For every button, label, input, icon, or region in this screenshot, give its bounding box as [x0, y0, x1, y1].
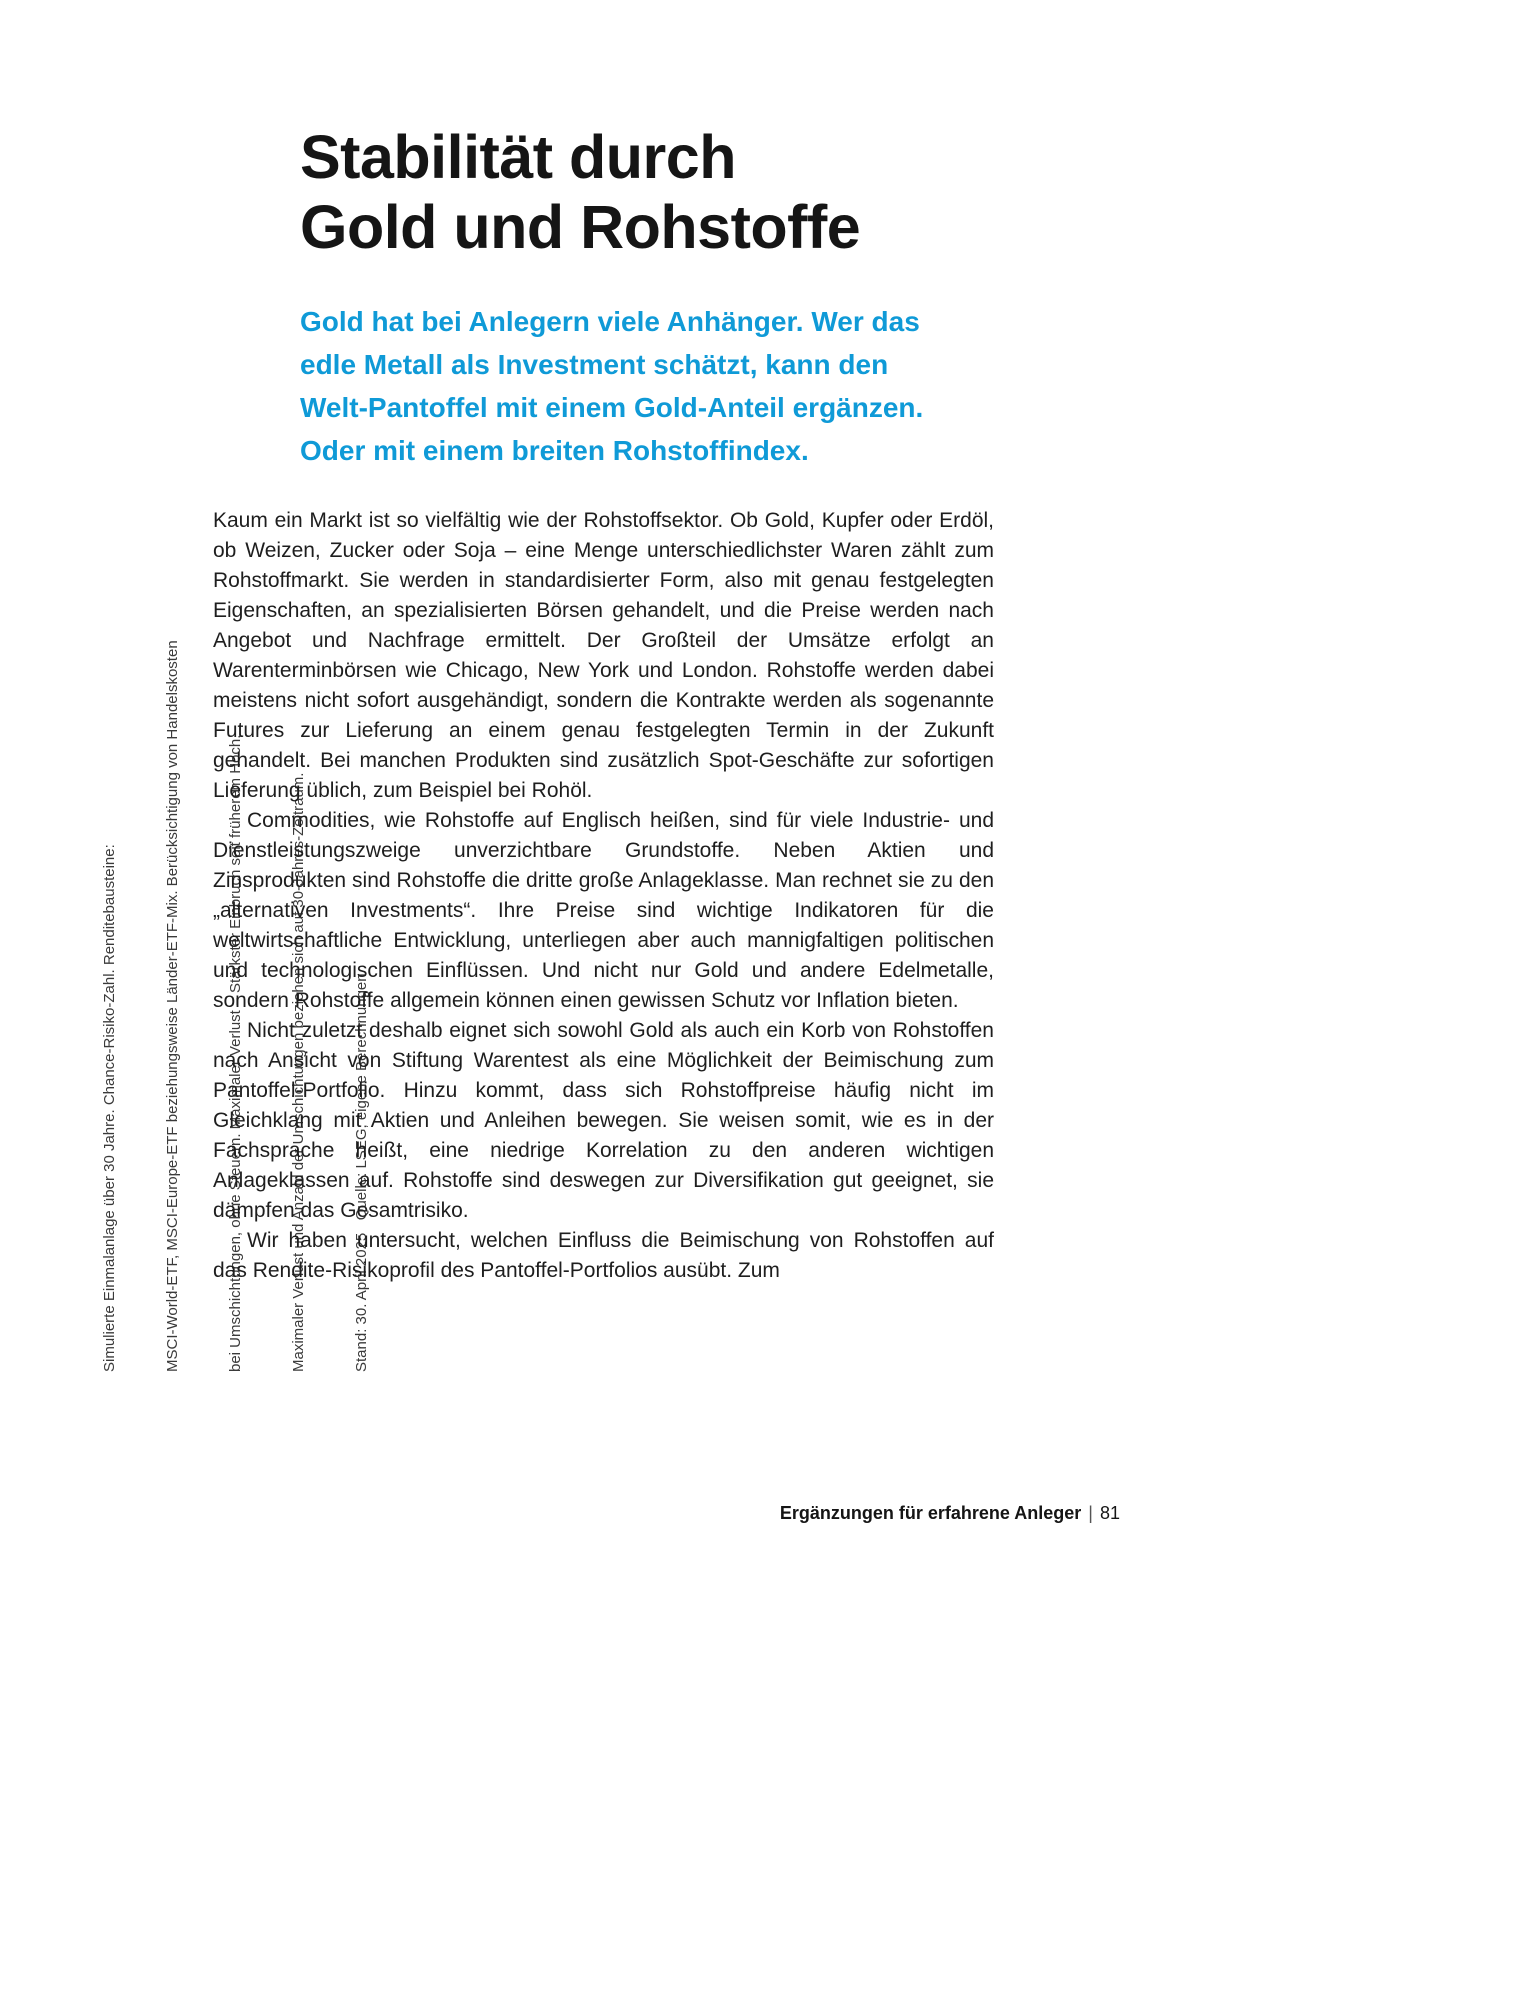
- intro-line: Oder mit einem breiten Rohstoffindex.: [300, 435, 809, 466]
- page-footer: [213, 1503, 1120, 1524]
- article-body: [213, 506, 994, 1286]
- page-title-line-1: Stabilität durch: [300, 123, 736, 191]
- source-note-line: MSCI-World-ETF, MSCI-Europe-ETF beziehungsweise Länder-ETF-Mix. Berücksichtigung von Handelskosten: [164, 640, 181, 1372]
- source-note-line: Stand: 30. April 2025 Quelle: LSEG, eigene Berechnungen: [353, 973, 370, 1372]
- intro-line: Welt-Pantoffel mit einem Gold-Anteil ergänzen.: [300, 392, 924, 423]
- intro-line: edle Metall als Investment schätzt, kann den: [300, 349, 889, 380]
- page-title: [300, 122, 860, 262]
- body-paragraph: Commodities, wie Rohstoffe auf Englisch heißen, sind für viele Industrie- und Dienstleistungszweige unverzichtbare Grundstoffe. Neben Aktien und Zinsprodukten sind Rohstoffe die dritte große Anlageklasse. Man rechnet sie zu den „alternativen Investments“. Ihre Preise sind wichtige Indikatoren für die weltwirtschaftliche Entwicklung, unterliegen aber auch mannigfaltigen politischen und technologischen Einflüssen. Und nicht nur Gold und andere Edelmetalle, sondern Rohstoffe allgemein können einen gewissen Schutz vor Inflation bieten.: [213, 809, 994, 1012]
- body-paragraph: Nicht zuletzt deshalb eignet sich sowohl Gold als auch ein Korb von Rohstoffen nach Ansicht von Stiftung Warentest als eine Möglichkeit der Beimischung zum Pantoffel-Portfolio. Hinzu kommt, dass sich Rohstoffpreise häufig nicht im Gleichklang mit Aktien und Anleihen bewegen. Sie weisen somit, wie es in der Fachsprache heißt, eine niedrige Korrelation zu den anderen wichtigen Anlageklassen auf. Rohstoffe sind deswegen zur Diversifikation gut geeignet, sie dämpfen das Gesamtrisiko.: [213, 1019, 994, 1222]
- body-paragraph: Kaum ein Markt ist so vielfältig wie der Rohstoffsektor. Ob Gold, Kupfer oder Erdöl, ob Weizen, Zucker oder Soja – eine Menge unterschiedlichster Waren zählt zum Rohstoffmarkt. Sie werden in standardisierter Form, also mit genau festgelegten Eigenschaften, an spezialisierten Börsen gehandelt, und die Preise werden nach Angebot und Nachfrage ermittelt. Der Großteil der Umsätze erfolgt an Warenterminbörsen wie Chicago, New York und London. Rohstoffe werden dabei meistens nicht sofort ausgehändigt, sondern die Kontrakte werden als sogenannte Futures zur Lieferung an einem genau festgelegten Termin in der Zukunft gehandelt. Bei manchen Produkten sind zusätzlich Spot-Geschäfte zur sofortigen Lieferung üblich, zum Beispiel bei Rohöl.: [213, 509, 994, 802]
- source-note-line: bei Umschichtungen, ohne Steuern. Maximaler Verlust = Stärkster Einbruch seit früherem Hoch.: [227, 734, 244, 1372]
- footer-section-label: Ergänzungen für erfahrene Anleger: [779, 1503, 1082, 1523]
- source-note-line: Maximaler Verlust und Anzahl der Umschichtungen beziehen sich auf 30-Jahres-Zeitraum.: [290, 772, 307, 1372]
- page-title-line-2: Gold und Rohstoffe: [300, 193, 861, 261]
- page-number: 81: [1099, 1503, 1120, 1523]
- footer-divider: |: [1088, 1503, 1093, 1523]
- body-paragraph: Wir haben untersucht, welchen Einfluss die Beimischung von Rohstoffen auf das Rendite-Risikoprofil des Pantoffel-Portfolios ausübt. Zum: [213, 1229, 994, 1282]
- source-note-line: Simulierte Einmalanlage über 30 Jahre. Chance-Risiko-Zahl. Renditebausteine:: [101, 844, 118, 1372]
- intro-line: Gold hat bei Anlegern viele Anhänger. Wer das: [300, 306, 920, 337]
- intro-deck: [300, 300, 1020, 472]
